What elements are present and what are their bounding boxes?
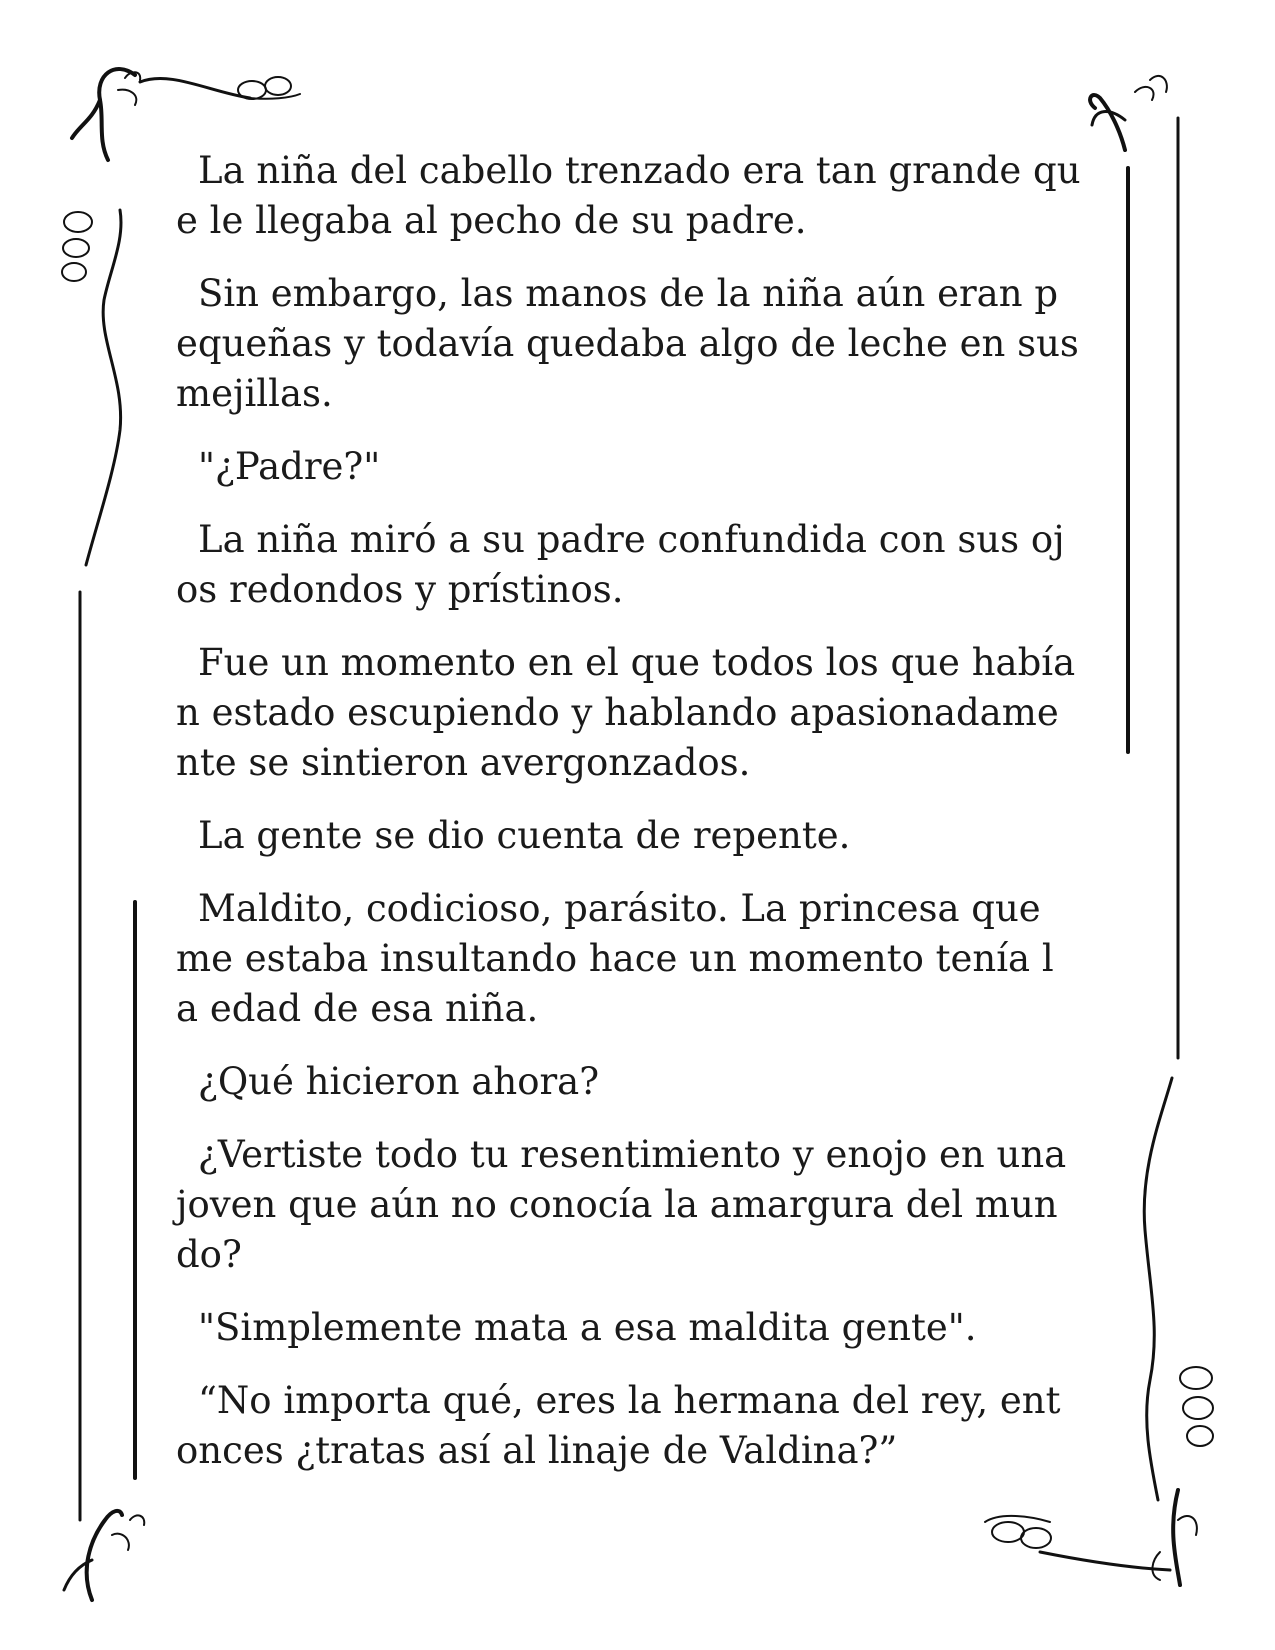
right-border-lines: [1128, 118, 1178, 1058]
paragraph: "¿Padre?": [198, 445, 381, 488]
left-border-lines: [80, 592, 135, 1520]
paragraph: La gente se dio cuenta de repente.: [198, 814, 851, 857]
paragraph: ¿Vertiste todo tu resentimiento y enojo en una joven que aún no conocía la amargura del mun do?: [176, 1133, 1067, 1276]
story-text: [176, 146, 1106, 1499]
paragraph: Maldito, codicioso, parásito. La princesa que me estaba insultando hace un momento tenía l a edad de esa niña.: [176, 887, 1054, 1030]
paragraph: ¿Qué hicieron ahora?: [198, 1060, 600, 1103]
paragraph: La niña miró a su padre confundida con sus oj os redondos y prístinos.: [176, 518, 1065, 611]
paragraph: "Simplemente mata a esa maldita gente".: [198, 1306, 977, 1349]
bottom-left-flourish-ornament: [64, 1511, 144, 1600]
paragraph: Sin embargo, las manos de la niña aún eran p equeñas y todavía quedaba algo de leche en sus mejillas.: [176, 272, 1079, 415]
top-right-flourish-ornament: [1090, 76, 1167, 150]
paragraph: “No importa qué, eres la hermana del rey, ent onces ¿tratas así al linaje de Valdina?”: [176, 1379, 1061, 1472]
paragraph: La niña del cabello trenzado era tan grande qu e le llegaba al pecho de su padre.: [176, 149, 1081, 242]
paragraph: Fue un momento en el que todos los que había n estado escupiendo y hablando apasionadame nte se sintieron avergonzados.: [176, 641, 1076, 784]
